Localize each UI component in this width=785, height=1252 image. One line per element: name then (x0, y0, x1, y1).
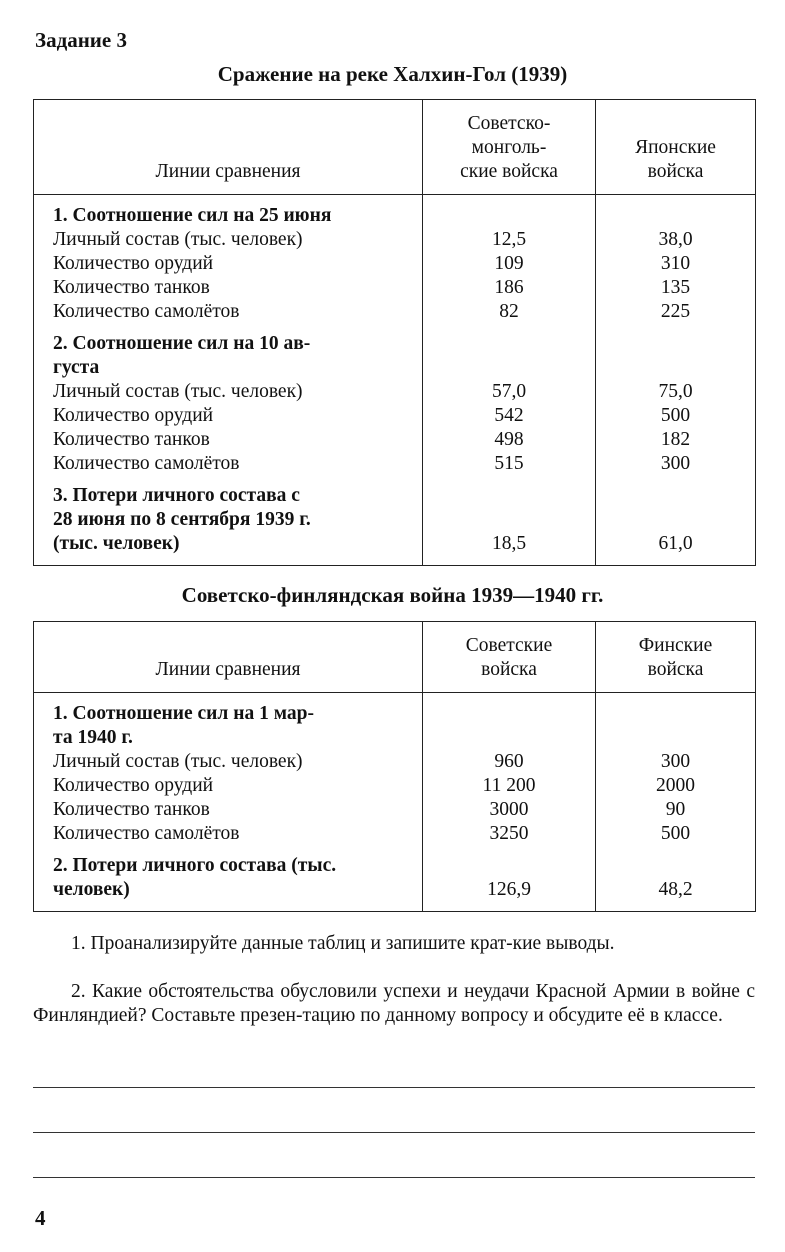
value-cell: 3250 (489, 823, 529, 844)
value-cell: 126,9 (487, 879, 531, 900)
section-heading: 2. Потери личного состава (тыс. человек) (53, 855, 337, 900)
value-cell: 75,0 (658, 381, 693, 402)
header-soviet-troops: Советские войска (423, 622, 596, 693)
value-cell: 500 (660, 405, 691, 426)
row-label: Личный состав (тыс. человек) (53, 381, 303, 402)
value-cell: 109 (494, 253, 524, 274)
value-cell: 2000 (656, 775, 695, 796)
row-label: Количество орудий (53, 405, 214, 426)
value-cell: 38,0 (658, 229, 693, 250)
japanese-values (596, 195, 756, 566)
khalkhin-gol-table (33, 99, 756, 566)
answer-line[interactable] (33, 1087, 755, 1088)
header-comparison-lines: Линии сравнения (34, 622, 423, 693)
value-cell: 960 (494, 751, 524, 772)
header-soviet-mongol-troops: Советско- монголь- ские войска (423, 100, 596, 195)
value-cell: 225 (660, 301, 691, 322)
value-cell: 57,0 (491, 381, 527, 402)
row-label: Личный состав (тыс. человек) (53, 751, 303, 772)
header-finnish-troops: Финские войска (596, 622, 756, 693)
value-cell: 498 (494, 429, 524, 450)
value-cell: 48,2 (658, 879, 693, 900)
value-cell: 182 (660, 429, 691, 450)
soviet-finnish-war-table (33, 621, 756, 912)
value-cell: 11 200 (482, 775, 536, 796)
row-label: Количество самолётов (53, 453, 240, 474)
finnish-values (596, 693, 756, 912)
value-cell: 300 (660, 453, 691, 474)
row-label: Количество танков (53, 277, 210, 298)
value-cell: 310 (660, 253, 691, 274)
task-label: Задание 3 (35, 28, 127, 52)
value-cell: 135 (660, 277, 691, 298)
value-cell: 300 (660, 751, 691, 772)
value-cell: 515 (494, 453, 524, 474)
header-comparison-lines: Линии сравнения (34, 100, 423, 195)
row-label: Личный состав (тыс. человек) (53, 229, 303, 250)
row-label: Количество орудий (53, 253, 214, 274)
section-heading: 1. Соотношение сил на 25 июня (53, 205, 332, 226)
table1-title: Сражение на реке Халхин-Гол (1939) (217, 62, 568, 86)
row-label: Количество танков (53, 429, 210, 450)
question-1: 1. Проанализируйте данные таблиц и запишите крат-кие выводы. (71, 933, 615, 954)
soviet-values (423, 693, 596, 912)
section-heading: 3. Потери личного состава с 28 июня по 8 сентября 1939 г. (тыс. человек) (53, 485, 311, 554)
value-cell: 186 (494, 277, 524, 298)
row-label: Количество самолётов (53, 823, 240, 844)
value-cell: 61,0 (658, 533, 693, 554)
answer-line[interactable] (33, 1132, 755, 1133)
comparison-lines-cell (34, 693, 423, 912)
section-heading: 1. Соотношение сил на 1 мар- та 1940 г. (53, 703, 314, 748)
section-heading: 2. Соотношение сил на 10 ав- густа (53, 333, 311, 378)
question-2: 2. Какие обстоятельства обусловили успехи и неудачи Красной Армии в войне с Финляндией? Составьте презен-тацию по данному вопросу и обсудите её в классе. (33, 981, 755, 1026)
page-number: 4 (35, 1206, 46, 1230)
header-japanese-troops: Японские войска (596, 100, 756, 195)
value-cell: 82 (499, 301, 519, 322)
value-cell: 18,5 (491, 533, 527, 554)
soviet-mongol-values (423, 195, 596, 566)
value-cell: 3000 (489, 799, 529, 820)
row-label: Количество орудий (53, 775, 214, 796)
value-cell: 90 (665, 799, 686, 820)
row-label: Количество танков (53, 799, 210, 820)
comparison-lines-cell (34, 195, 423, 566)
row-label: Количество самолётов (53, 301, 240, 322)
table2-title: Советско-финляндская война 1939—1940 гг. (181, 583, 604, 607)
value-cell: 12,5 (491, 229, 527, 250)
answer-line[interactable] (33, 1177, 755, 1178)
value-cell: 542 (494, 405, 524, 426)
value-cell: 500 (660, 823, 691, 844)
